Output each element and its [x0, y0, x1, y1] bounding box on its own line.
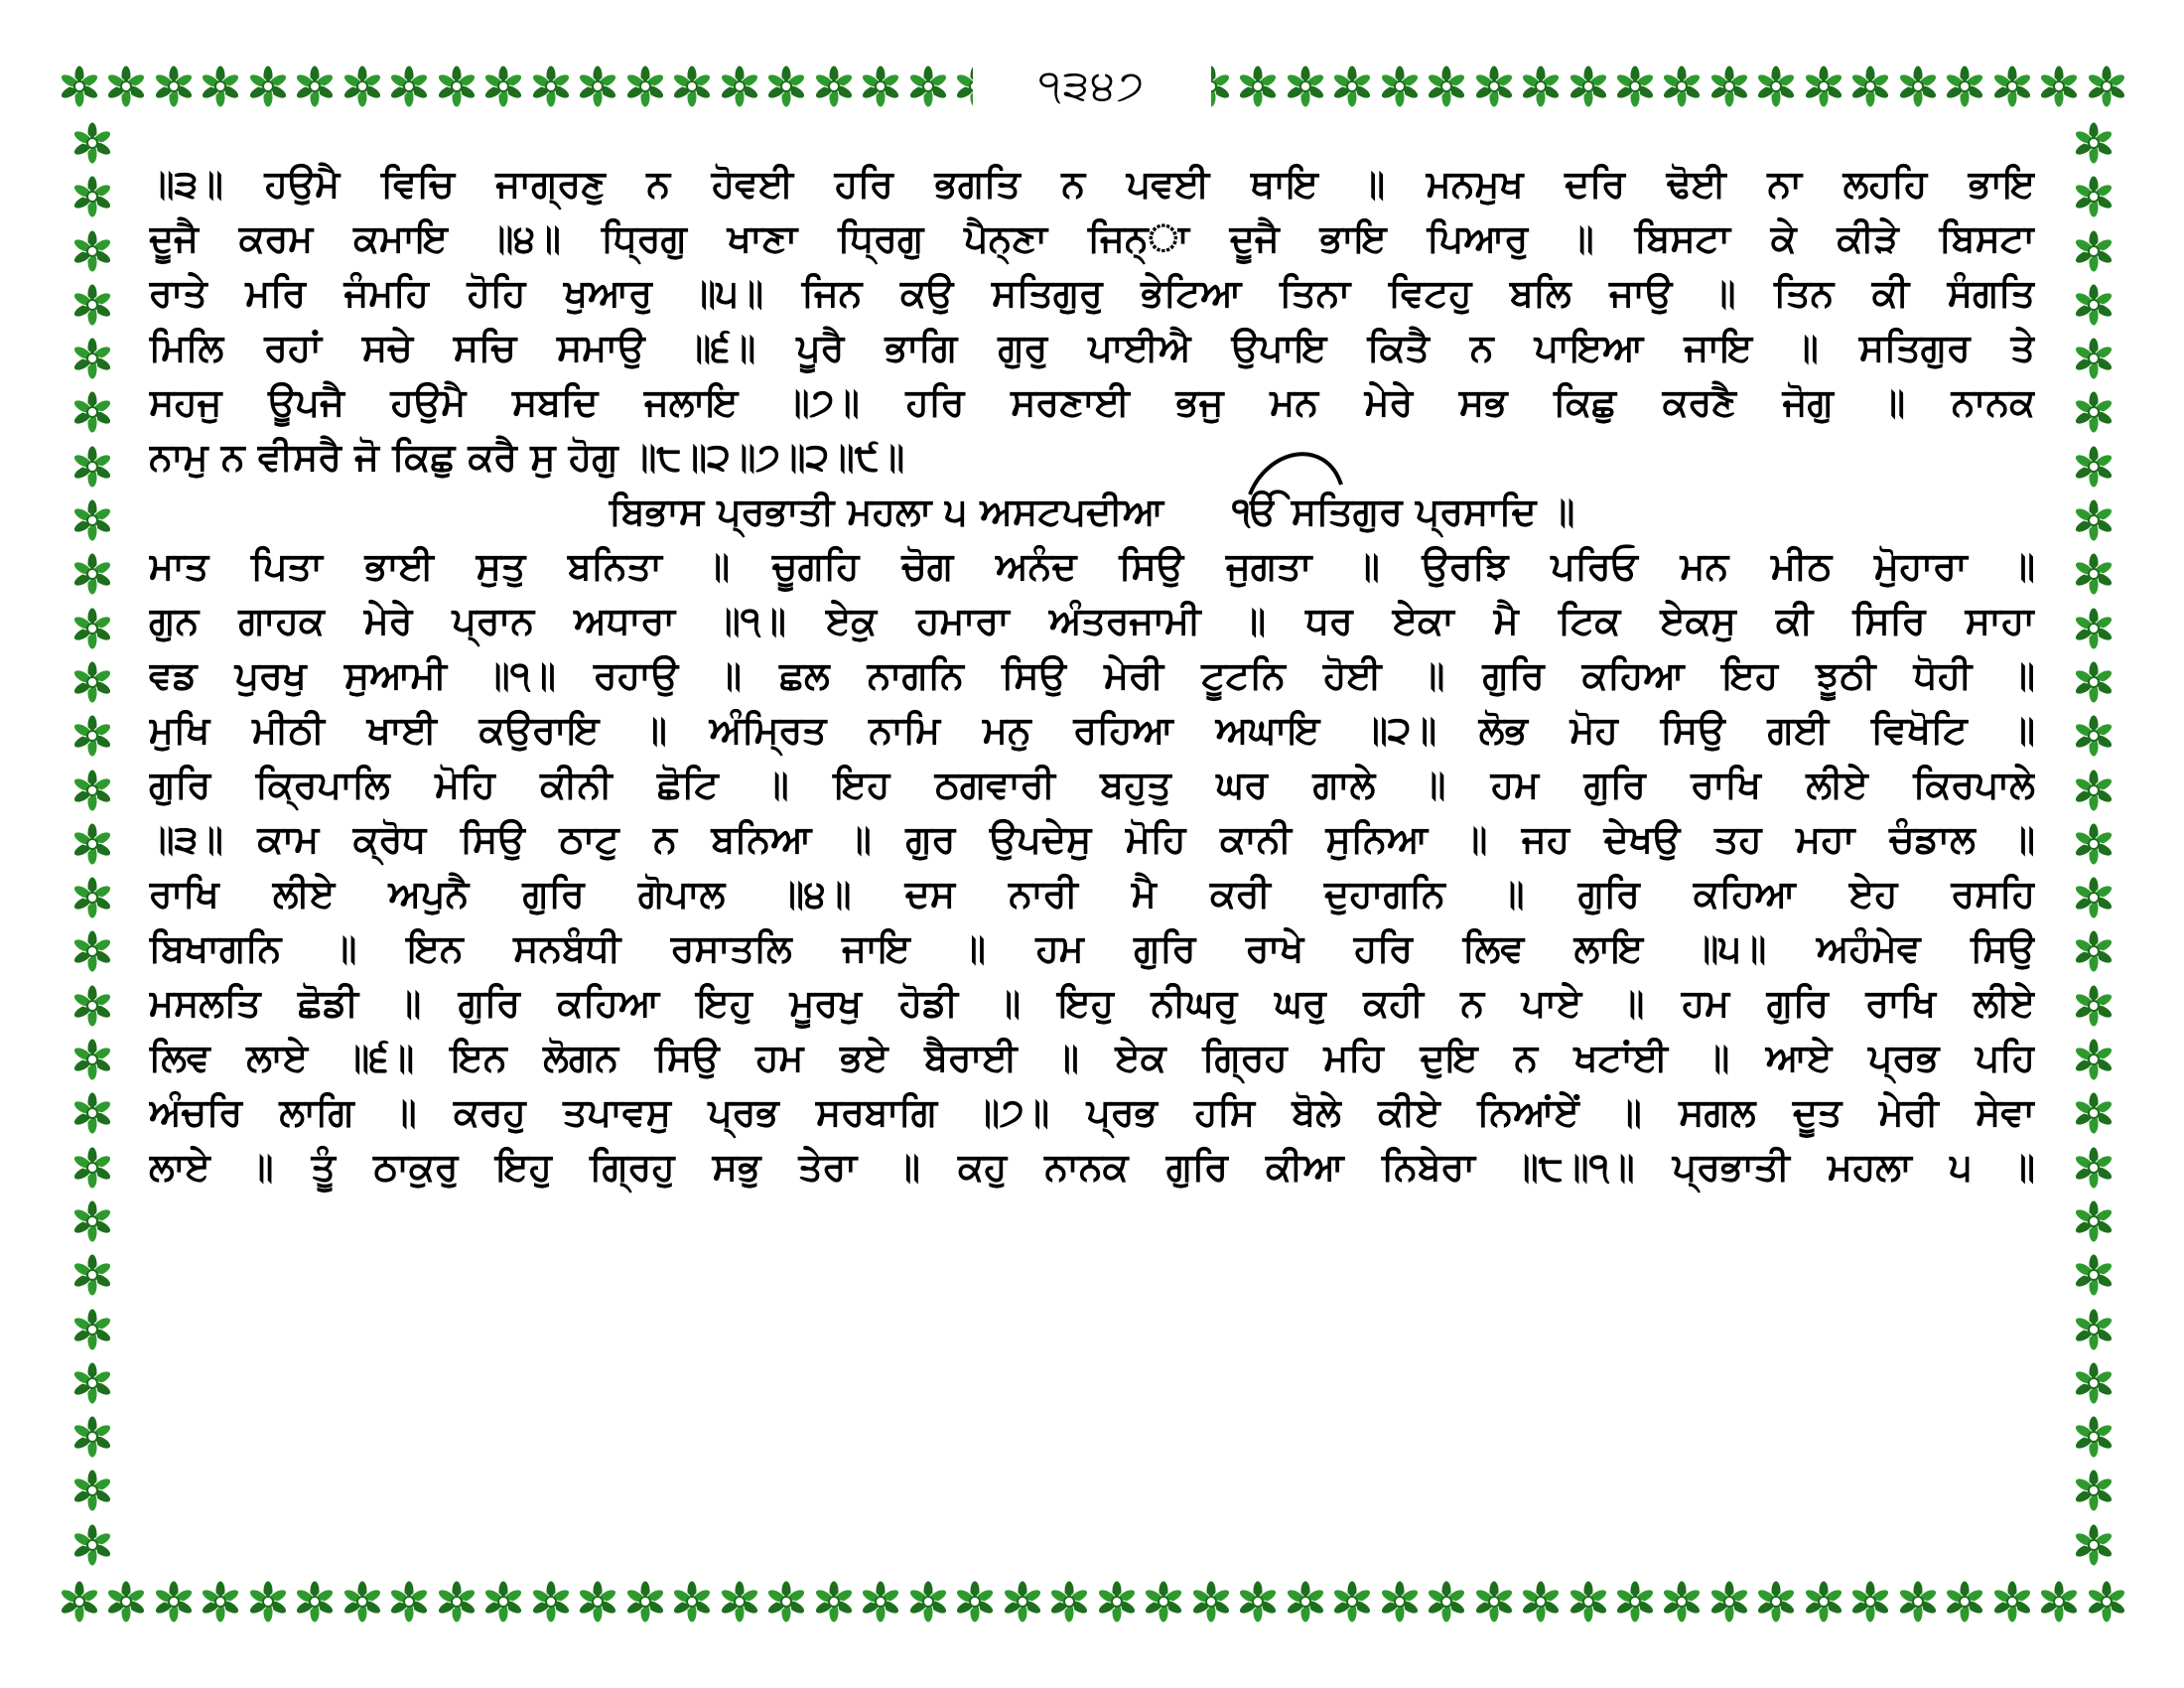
flower-icon: [529, 65, 573, 108]
flower-icon: [1567, 65, 1610, 108]
flower-icon: [1754, 1580, 1798, 1623]
verse-line: ਮਸਲਤਿ ਛੋਡੀ ॥ ਗੁਰਿ ਕਹਿਆ ਇਹੁ ਮੂਰਖੁ ਹੋਡੀ ॥ ਇਹੁ ਨੀਘਰੁ ਘਰੁ ਕਹੀ ਨ ਪਾਏ ॥ ਹਮ ਗੁਰਿ ਰਾਖਿ ਲੀਏ: [149, 981, 2035, 1025]
flower-icon: [70, 1199, 114, 1243]
verse-line: ਰਾਤੇ ਮਰਿ ਜੰਮਹਿ ਹੋਹਿ ਖੁਆਰੁ ॥੫॥ ਜਿਨ ਕਉ ਸਤਿਗੁਰੁ ਭੇਟਿਆ ਤਿਨਾ ਵਿਟਹੁ ਬਲਿ ਜਾਉ ॥ ਤਿਨ ਕੀ ਸੰਗਤਿ: [149, 271, 2035, 315]
flower-icon: [70, 283, 114, 327]
flower-icon: [1802, 1580, 1845, 1623]
verse-line: ॥੩॥ ਹਉਮੈ ਵਿਚਿ ਜਾਗ੍ਰਣੁ ਨ ਹੋਵਈ ਹਰਿ ਭਗਤਿ ਨ ਪਵਈ ਥਾਇ ॥ ਮਨਮੁਖ ਦਰਿ ਢੋਈ ਨਾ ਲਹਹਿ ਭਾਇ: [149, 162, 2035, 206]
flower-icon: [70, 607, 114, 650]
flower-icon: [2072, 283, 2116, 327]
flower-icon: [70, 876, 114, 919]
flower-icon: [1567, 1580, 1610, 1623]
flower-icon: [812, 65, 856, 108]
flower-icon: [1189, 1580, 1233, 1623]
border-right: [2059, 121, 2128, 1567]
flower-icon: [2037, 1580, 2081, 1623]
flower-icon: [1378, 1580, 1422, 1623]
flower-icon: [70, 822, 114, 866]
flower-icon: [70, 175, 114, 218]
flower-icon: [70, 337, 114, 380]
flower-icon: [1613, 1580, 1657, 1623]
flower-icon: [1943, 1580, 1986, 1623]
flower-icon: [2072, 1415, 2116, 1459]
verse-line: ਨਾਮੁ ਨ ਵੀਸਰੈ ਜੋ ਕਿਛੁ ਕਰੈ ਸੁ ਹੋਗੁ ॥੮॥੨॥੭॥੨॥੯॥: [149, 435, 905, 479]
flower-icon: [2072, 1308, 2116, 1351]
flower-icon: [1660, 1580, 1704, 1623]
flower-icon: [1330, 65, 1374, 108]
flower-icon: [70, 1361, 114, 1405]
flower-icon: [70, 1308, 114, 1351]
flower-icon: [2072, 984, 2116, 1028]
flower-icon: [481, 1580, 525, 1623]
flower-icon: [70, 1253, 114, 1297]
flower-icon: [70, 121, 114, 165]
flower-icon: [906, 65, 950, 108]
flower-icon: [2072, 929, 2116, 973]
flower-icon: [70, 769, 114, 812]
flower-icon: [1896, 1580, 1940, 1623]
flower-icon: [529, 1580, 573, 1623]
flower-icon: [1425, 1580, 1468, 1623]
verse-line: ਮਾਤ ਪਿਤਾ ਭਾਈ ਸੁਤੁ ਬਨਿਤਾ ॥ ਚੂਗਹਿ ਚੋਗ ਅਨੰਦ ਸਿਉ ਜੁਗਤਾ ॥ ਉਰਝਿ ਪਰਿਓ ਮਨ ਮੀਠ ਮੋੁਹਾਰਾ ॥: [149, 544, 2035, 588]
flower-icon: [2072, 1253, 2116, 1297]
flower-icon: [859, 65, 902, 108]
flower-icon: [2085, 65, 2128, 108]
flower-icon: [2072, 337, 2116, 380]
flower-icon: [152, 1580, 196, 1623]
verse-line: ਦੂਜੈ ਕਰਮ ਕਮਾਇ ॥੪॥ ਧ੍ਰਿਗੁ ਖਾਣਾ ਧ੍ਰਿਗੁ ਪੈਨ੍ਣਾ ਜਿਨ੍ਾ ਦੂਜੈ ਭਾਇ ਪਿਆਰੁ ॥ ਬਿਸਟਾ ਕੇ ਕੀੜੇ ਬਿਸਟਾ: [149, 216, 2035, 260]
verse-line: ਲਾਏ ॥ ਤੂੰ ਠਾਕੁਰੁ ਇਹੁ ਗ੍ਰਿਹੁ ਸਭੁ ਤੇਰਾ ॥ ਕਹੁ ਨਾਨਕ ਗੁਰਿ ਕੀਆ ਨਿਬੇਰਾ ॥੮॥੧॥ ਪ੍ਰਭਾਤੀ ਮਹਲਾ ੫ ॥: [149, 1145, 2035, 1189]
flower-icon: [2072, 876, 2116, 919]
flower-icon: [70, 660, 114, 704]
verse-line: ਗੁਰਿ ਕ੍ਰਿਪਾਲਿ ਮੋਹਿ ਕੀਨੀ ਛੋਟਿ ॥ ਇਹ ਠਗਵਾਰੀ ਬਹੁਤੁ ਘਰ ਗਾਲੇ ॥ ਹਮ ਗੁਰਿ ਰਾਖਿ ਲੀਏ ਕਿਰਪਾਲੇ: [149, 763, 2035, 806]
flower-icon: [1472, 65, 1516, 108]
flower-icon: [2072, 714, 2116, 758]
flower-icon: [1330, 1580, 1374, 1623]
flower-icon: [2072, 121, 2116, 165]
verse-line: ਗੁਨ ਗਾਹਕ ਮੇਰੇ ਪ੍ਰਾਨ ਅਧਾਰਾ ॥੧॥ ਏਕੁ ਹਮਾਰਾ ਅੰਤਰਜਾਮੀ ॥ ਧਰ ਏਕਾ ਮੈ ਟਿਕ ਏਕਸੁ ਕੀ ਸਿਰਿ ਸਾਹਾ: [149, 599, 2035, 642]
flower-icon: [70, 1038, 114, 1081]
flower-icon: [576, 65, 619, 108]
flower-icon: [1001, 1580, 1044, 1623]
flower-icon: [1990, 1580, 2034, 1623]
flower-icon: [718, 65, 761, 108]
flower-icon: [246, 65, 290, 108]
flower-icon: [1095, 1580, 1139, 1623]
flower-icon: [70, 445, 114, 489]
flower-icon: [199, 1580, 242, 1623]
flower-icon: [859, 1580, 902, 1623]
ik-oankar-arc-icon: [1246, 445, 1355, 498]
verse-line: ਸਹਜੁ ਊਪਜੈ ਹਉਮੈ ਸਬਦਿ ਜਲਾਇ ॥੭॥ ਹਰਿ ਸਰਣਾਈ ਭਜੁ ਮਨ ਮੇਰੇ ਸਭ ਕਿਛੁ ਕਰਣੈ ਜੋਗੁ ॥ ਨਾਨਕ: [149, 380, 2035, 424]
flower-icon: [1142, 1580, 1185, 1623]
flower-icon: [718, 1580, 761, 1623]
verse-line: ਬਿਖਾਗਨਿ ॥ ਇਨ ਸਨਬੰਧੀ ਰਸਾਤਲਿ ਜਾਇ ॥ ਹਮ ਗੁਰਿ ਰਾਖੇ ਹਰਿ ਲਿਵ ਲਾਇ ॥੫॥ ਅਹੰਮੇਵ ਸਿਉ: [149, 926, 2035, 970]
flower-icon: [2072, 229, 2116, 273]
flower-icon: [953, 1580, 997, 1623]
flower-icon: [2072, 607, 2116, 650]
flower-icon: [2072, 498, 2116, 542]
border-left: [58, 121, 127, 1567]
flower-icon: [104, 1580, 148, 1623]
flower-icon: [2037, 65, 2081, 108]
flower-icon: [70, 1146, 114, 1190]
verse-line: ਮੁਖਿ ਮੀਠੀ ਖਾਈ ਕਉਰਾਇ ॥ ਅੰਮ੍ਰਿਤ ਨਾਮਿ ਮਨੁ ਰਹਿਆ ਅਘਾਇ ॥੨॥ ਲੋਭ ਮੋਹ ਸਿਉ ਗਈ ਵਿਖੋਟਿ ॥: [149, 708, 2035, 752]
flower-icon: [70, 1523, 114, 1567]
flower-icon: [2072, 1038, 2116, 1081]
flower-icon: [1284, 1580, 1327, 1623]
flower-icon: [435, 65, 478, 108]
border-bottom: [58, 1567, 2128, 1636]
flower-icon: [1236, 1580, 1280, 1623]
flower-icon: [1519, 65, 1563, 108]
flower-icon: [2072, 552, 2116, 596]
flower-icon: [387, 65, 431, 108]
flower-icon: [2072, 1469, 2116, 1512]
flower-icon: [2072, 1523, 2116, 1567]
verse-line: ਮਿਲਿ ਰਹਾਂ ਸਚੇ ਸਚਿ ਸਮਾਉ ॥੬॥ ਪੂਰੈ ਭਾਗਿ ਗੁਰੁ ਪਾਈਐ ਉਪਾਇ ਕਿਤੈ ਨ ਪਾਇਆ ਜਾਇ ॥ ਸਤਿਗੁਰ ਤੇ: [149, 326, 2035, 369]
flower-icon: [623, 1580, 667, 1623]
flower-icon: [1848, 1580, 1892, 1623]
flower-icon: [670, 1580, 714, 1623]
flower-icon: [58, 65, 101, 108]
flower-icon: [1660, 65, 1704, 108]
flower-icon: [1802, 65, 1845, 108]
flower-icon: [1613, 65, 1657, 108]
flower-icon: [199, 65, 242, 108]
flower-icon: [70, 929, 114, 973]
flower-icon: [2072, 660, 2116, 704]
flower-icon: [1047, 1580, 1091, 1623]
flower-icon: [1236, 65, 1280, 108]
flower-icon: [1707, 1580, 1751, 1623]
flower-icon: [812, 1580, 856, 1623]
heading-title: ਬਿਭਾਸ ਪ੍ਰਭਾਤੀ ਮਹਲਾ ੫ ਅਸਟਪਦੀਆ: [609, 490, 1164, 533]
flower-icon: [341, 1580, 384, 1623]
verse-line: ਰਾਖਿ ਲੀਏ ਅਪੁਨੈ ਗੁਰਿ ਗੋਪਾਲ ॥੪॥ ਦਸ ਨਾਰੀ ਮੈ ਕਰੀ ਦੁਹਾਗਨਿ ॥ ਗੁਰਿ ਕਹਿਆ ਏਹ ਰਸਹਿ: [149, 872, 2035, 915]
flower-icon: [2072, 1091, 2116, 1135]
flower-icon: [58, 1580, 101, 1623]
flower-icon: [764, 1580, 808, 1623]
flower-icon: [2072, 1361, 2116, 1405]
flower-icon: [70, 1091, 114, 1135]
flower-icon: [1472, 1580, 1516, 1623]
flower-icon: [2072, 822, 2116, 866]
flower-icon: [70, 390, 114, 434]
flower-icon: [293, 65, 337, 108]
flower-icon: [1425, 65, 1468, 108]
flower-icon: [70, 1469, 114, 1512]
flower-icon: [70, 498, 114, 542]
flower-icon: [1378, 65, 1422, 108]
invocation: [1232, 485, 1574, 539]
flower-icon: [1754, 65, 1798, 108]
flower-icon: [1848, 65, 1892, 108]
flower-icon: [70, 714, 114, 758]
flower-icon: [2072, 445, 2116, 489]
flower-icon: [623, 65, 667, 108]
flower-icon: [1990, 65, 2034, 108]
flower-icon: [2072, 769, 2116, 812]
flower-icon: [70, 1415, 114, 1459]
flower-icon: [1707, 65, 1751, 108]
flower-icon: [2072, 1146, 2116, 1190]
flower-icon: [152, 65, 196, 108]
flower-icon: [293, 1580, 337, 1623]
flower-icon: [2072, 1199, 2116, 1243]
flower-icon: [435, 1580, 478, 1623]
flower-icon: [906, 1580, 950, 1623]
flower-icon: [70, 984, 114, 1028]
section-heading: [149, 485, 2035, 539]
invocation-text: ੴ ਸਤਿਗੁਰ ਪ੍ਰਸਾਦਿ ॥: [1232, 490, 1575, 533]
flower-icon: [2072, 390, 2116, 434]
page-number-box: [973, 48, 1211, 123]
flower-icon: [70, 552, 114, 596]
verse-line: ਵਡ ਪੁਰਖੁ ਸੁਆਮੀ ॥੧॥ ਰਹਾਉ ॥ ਛਲ ਨਾਗਨਿ ਸਿਉ ਮੇਰੀ ਟੂਟਨਿ ਹੋਈ ॥ ਗੁਰਿ ਕਹਿਆ ਇਹ ਝੂਠੀ ਧੋਹੀ ॥: [149, 653, 2035, 697]
flower-icon: [387, 1580, 431, 1623]
flower-icon: [246, 1580, 290, 1623]
flower-icon: [1519, 1580, 1563, 1623]
flower-icon: [670, 65, 714, 108]
flower-icon: [764, 65, 808, 108]
flower-icon: [104, 65, 148, 108]
flower-icon: [576, 1580, 619, 1623]
flower-icon: [341, 65, 384, 108]
flower-icon: [70, 229, 114, 273]
flower-icon: [2085, 1580, 2128, 1623]
flower-icon: [1896, 65, 1940, 108]
flower-icon: [481, 65, 525, 108]
flower-icon: [2072, 175, 2116, 218]
scripture-text: [149, 157, 2035, 1537]
page-number: ੧੩੪੭: [1037, 61, 1147, 109]
verse-line: ਅੰਚਰਿ ਲਾਗਿ ॥ ਕਰਹੁ ਤਪਾਵਸੁ ਪ੍ਰਭ ਸਰਬਾਗਿ ॥੭॥ ਪ੍ਰਭ ਹਸਿ ਬੋਲੇ ਕੀਏ ਨਿਆਂਏਂ ॥ ਸਗਲ ਦੂਤ ਮੇਰੀ ਸੇਵਾ: [149, 1090, 2035, 1134]
verse-line: ॥੩॥ ਕਾਮ ਕ੍ਰੋਧ ਸਿਉ ਠਾਟੁ ਨ ਬਨਿਆ ॥ ਗੁਰ ਉਪਦੇਸੁ ਮੋਹਿ ਕਾਨੀ ਸੁਨਿਆ ॥ ਜਹ ਦੇਖਉ ਤਹ ਮਹਾ ਚੰਡਾਲ ॥: [149, 817, 2035, 861]
flower-icon: [1943, 65, 1986, 108]
verse-line: ਲਿਵ ਲਾਏ ॥੬॥ ਇਨ ਲੋਗਨ ਸਿਉ ਹਮ ਭਏ ਬੈਰਾਈ ॥ ਏਕ ਗ੍ਰਿਹ ਮਹਿ ਦੁਇ ਨ ਖਟਾਂਈ ॥ ਆਏ ਪ੍ਰਭ ਪਹਿ: [149, 1036, 2035, 1079]
flower-icon: [1284, 65, 1327, 108]
